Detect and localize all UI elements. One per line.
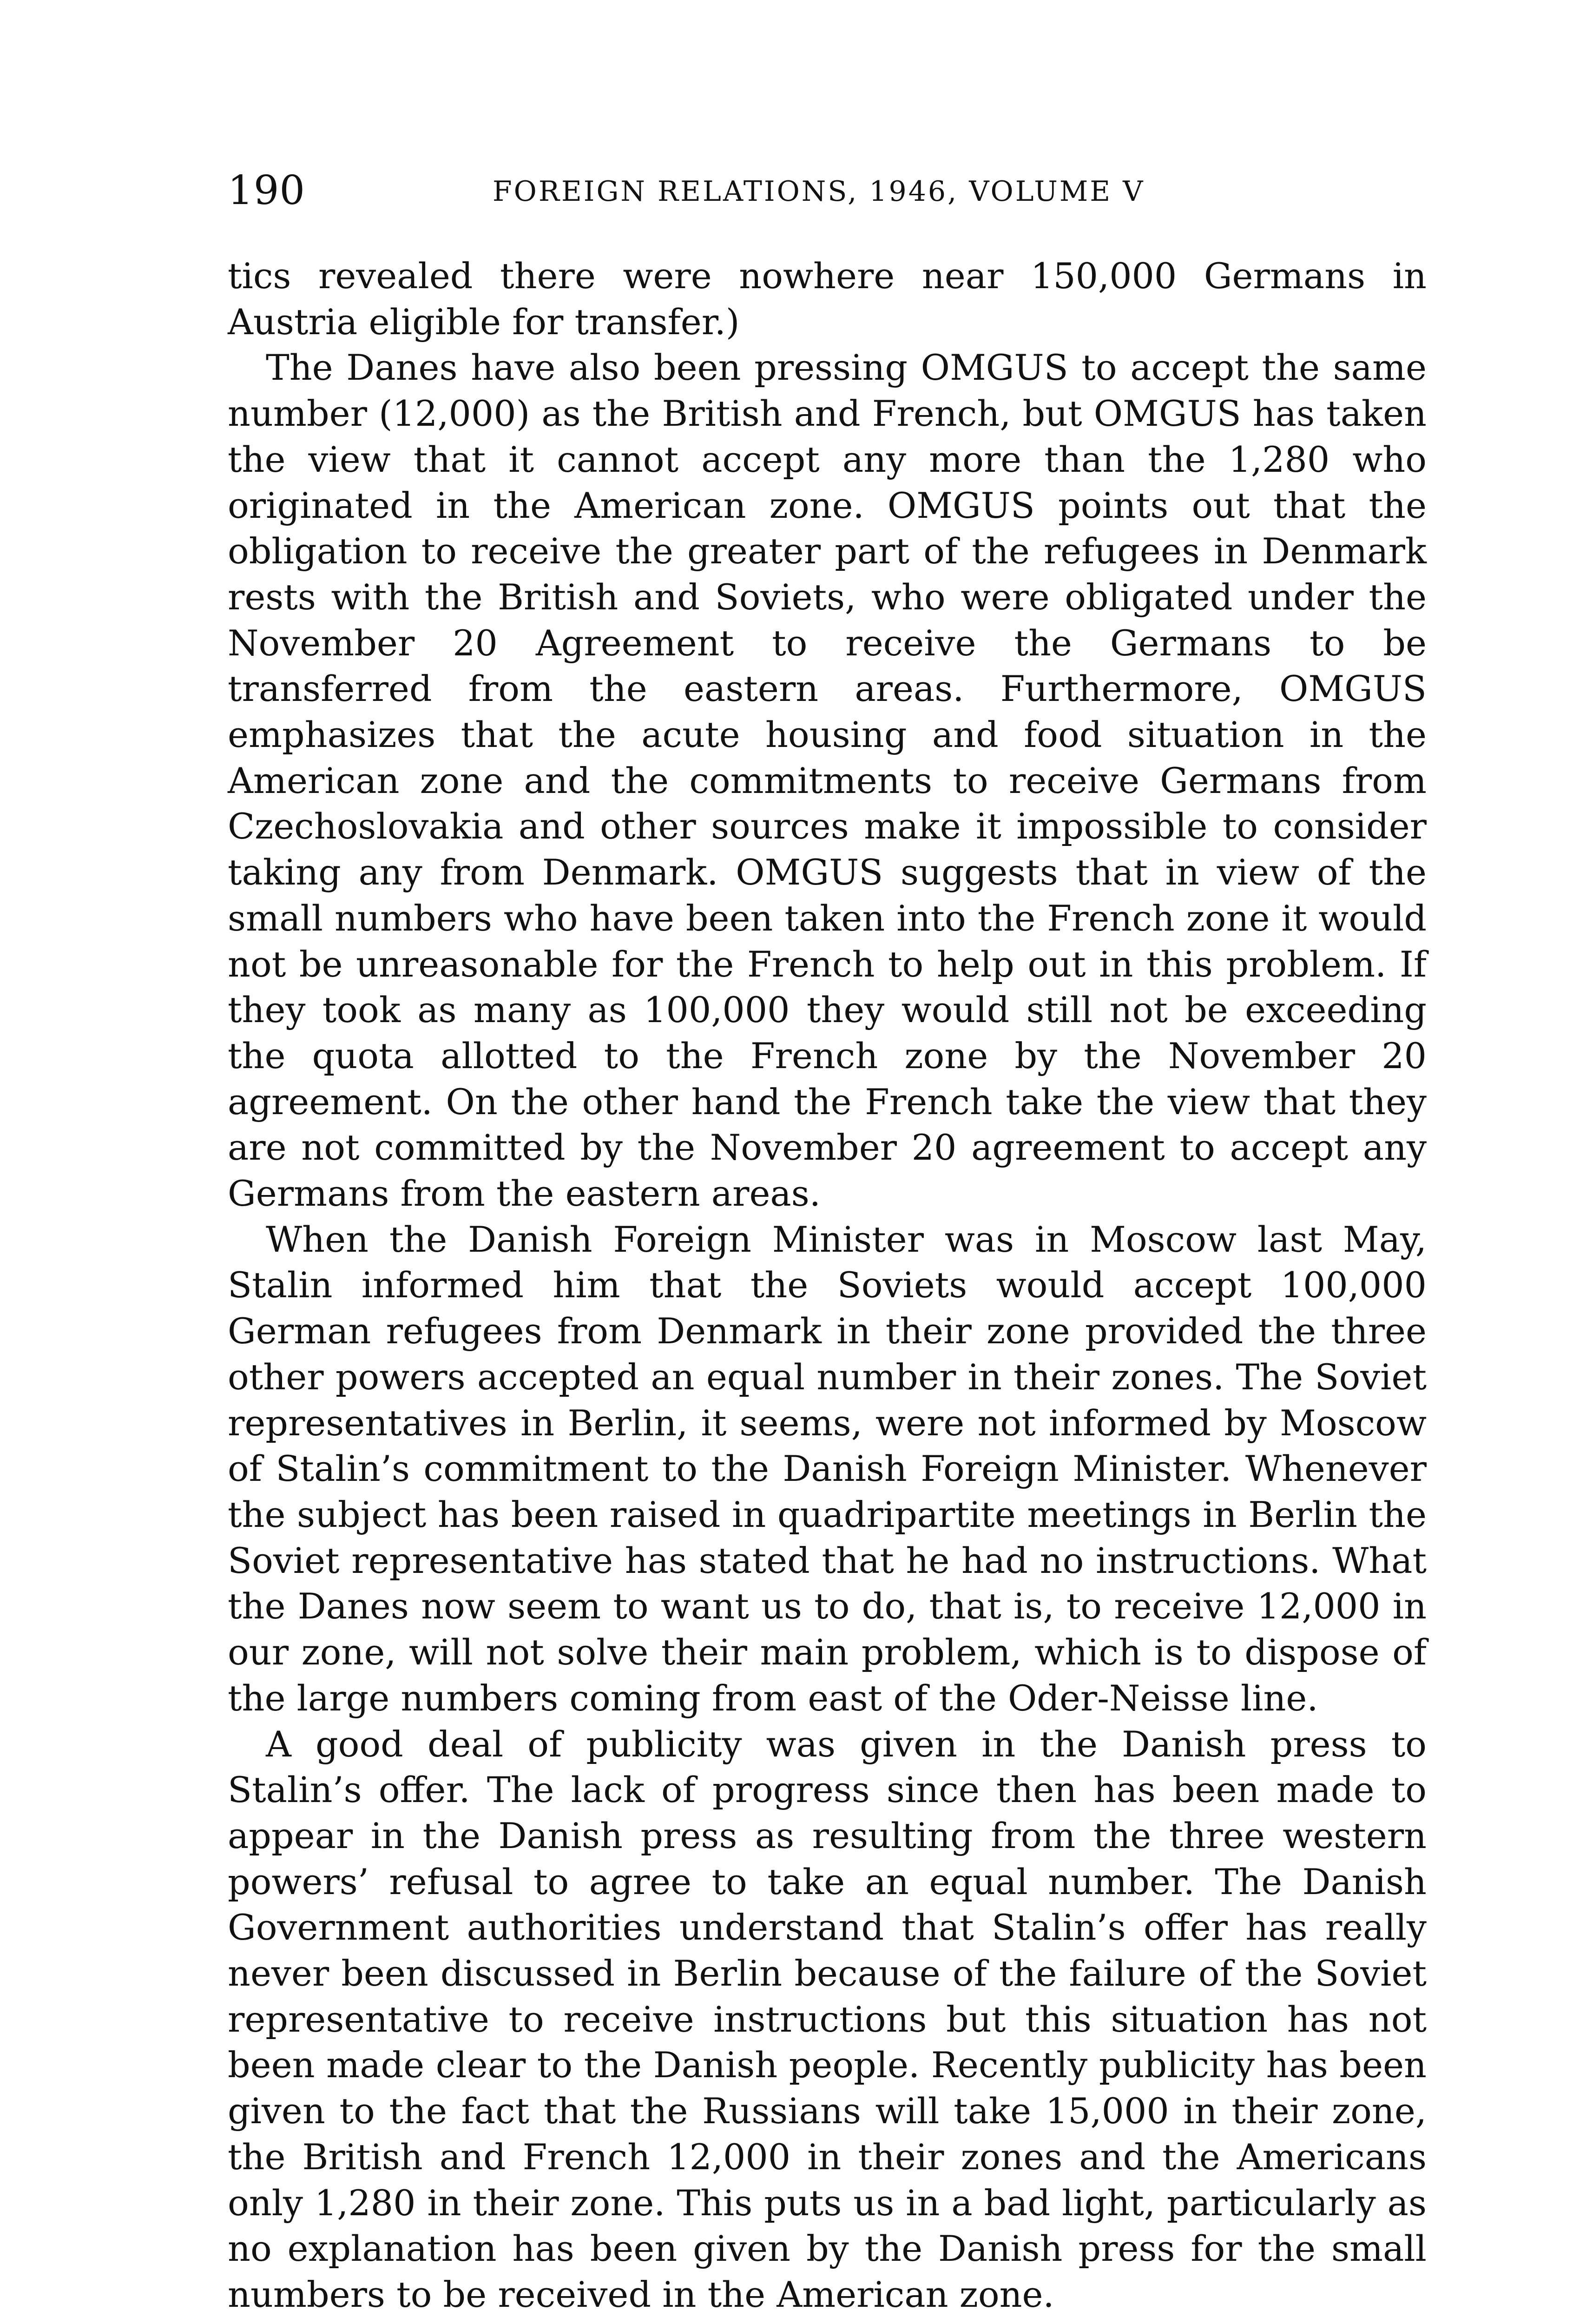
paragraph-omgus-position: The Danes have also been pressing OMGUS to accept the same number (12,000) as the British and French, but OMGUS has taken the view that it cannot accept any more than the 1,280 who originated in the American zone. OMGUS points out that the obligation to receive the greater part of the refugees in Denmark rests with the British and Soviets, who were obligated under the November 20 Agreement to receive the Germans to be transferred from the eastern areas. Furthermore, OMGUS emphasizes that the acute housing and food situation in the American zone and the commitments to receive Germans from Czechoslovakia and other sources make it impossible to consider taking any from Denmark. OMGUS suggests that in view of the small numbers who have been taken into the French zone it would not be unreasonable for the French to help out in this problem. If they took as many as 100,000 they would still not be exceeding the quota allotted to the French zone by the November 20 agreement. On the other hand the French take the view that they are not committed by the November 20 agreement to accept any Germans from the eastern areas. xyxy=(228,347,1427,1215)
paragraph-danish-publicity: A good deal of publicity was given in the Danish press to Stalin’s offer. The lack of progress since then has been made to appear in the Danish press as resulting from the three western powers’ refusal to agree to take an equal number. The Danish Government authorities understand that Stalin’s offer has really never been discussed in Berlin because of the failure of the Soviet representative to receive instructions but this situation has not been made clear to the Danish people. Recently publicity has been given to the fact that the Russians will take 15,000 in their zone, the British and French 12,000 in their zones and the Americans only 1,280 in their zone. This puts us in a bad light, particularly as no explanation has been given by the Danish press for the small numbers to be received in the American zone. xyxy=(228,1723,1427,2315)
paragraph-continued: tics revealed there were nowhere near 150,000 Germans in Austria eligible for transfer.) xyxy=(228,255,1427,343)
running-head xyxy=(228,163,1427,228)
body-text xyxy=(228,253,1427,2318)
page-number: 190 xyxy=(228,167,306,214)
running-head-title: FOREIGN RELATIONS, 1946, VOLUME V xyxy=(493,175,1145,208)
paragraph-stalin-commitment: When the Danish Foreign Minister was in Moscow last May, Stalin informed him that the Soviets would accept 100,000 German refugees from Denmark in their zone provided the three other powers accepted an equal number in their zones. The Soviet representatives in Berlin, it seems, were not informed by Moscow of Stalin’s commitment to the Danish Foreign Minister. Whenever the subject has been raised in quadripartite meetings in Berlin the Soviet representative has stated that he had no instructions. What the Danes now seem to want us to do, that is, to receive 12,000 in our zone, will not solve their main problem, which is to dispose of the large numbers coming from east of the Oder-Neisse line. xyxy=(228,1218,1427,1719)
